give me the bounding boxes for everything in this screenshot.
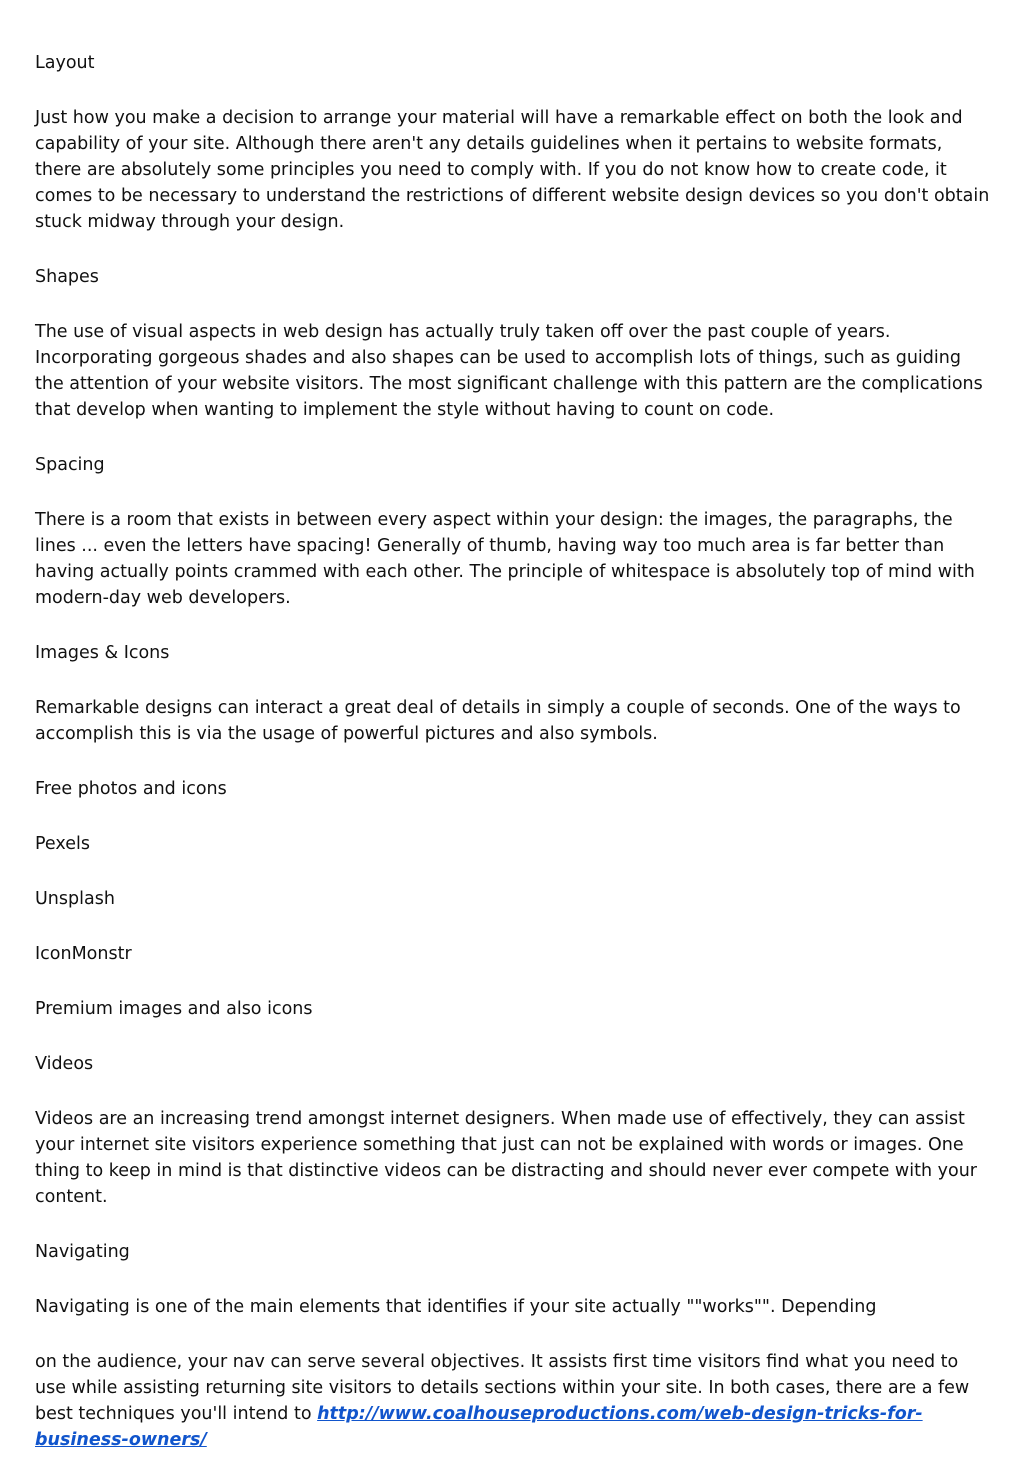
line-free-photos: Free photos and icons [35,779,227,799]
line-premium-images: Premium images and also icons [35,999,313,1019]
paragraph-images-icons: Remarkable designs can interact a great deal of details in simply a couple of seconds. One of the ways to accomplish this is via the usage of powerful pictures and also symbols. [35,698,961,744]
document-body [35,50,990,1482]
line-pexels: Pexels [35,834,90,854]
section-heading-layout: Layout [35,53,95,73]
section-heading-spacing: Spacing [35,455,105,475]
paragraph-spacing: There is a room that exists in between every aspect within your design: the images, the paragraphs, the lines ... even the letters have spacing! Generally of thumb, having way too much area is far better than having actually points crammed with each other. The principle of whitespace is absolutely top of mind with modern-day web developers. [35,510,975,608]
section-heading-images-icons: Images & Icons [35,643,170,663]
section-heading-navigating: Navigating [35,1242,130,1262]
paragraph-navigating: Navigating is one of the main elements that identifies if your site actually ""works"". Depending [35,1297,877,1317]
paragraph-shapes: The use of visual aspects in web design has actually truly taken off over the past couple of years. Incorporating gorgeous shades and also shapes can be used to accomplish lots of things, such as guiding the attention of your website visitors. The most significant challenge with this pattern are the complications that develop when wanting to implement the style without having to count on code. [35,322,983,420]
section-heading-videos: Videos [35,1054,94,1074]
coalhouse-link[interactable]: http://www.coalhouseproductions.com/web-design-tricks-for-business-owners/ [35,1404,923,1450]
line-unsplash: Unsplash [35,889,115,909]
final-paragraph-text: on the audience, your nav can serve several objectives. It assists first time visitors find what you need to use while assisting returning site visitors to details sections within your site. In both cases, there are a few best techniques you'll intend to [35,1352,970,1424]
paragraph-layout: Just how you make a decision to arrange your material will have a remarkable effect on both the look and capability of your site. Although there aren't any details guidelines when it pertains to website formats, there are absolutely some principles you need to comply with. If you do not know how to create code, it comes to be necessary to understand the restrictions of different website design devices so you don't obtain stuck midway through your design. [35,108,990,232]
line-iconmonstr: IconMonstr [35,944,132,964]
paragraph-final [35,1349,990,1453]
section-heading-shapes: Shapes [35,267,99,287]
paragraph-videos: Videos are an increasing trend amongst internet designers. When made use of effectively, they can assist your internet site visitors experience something that just can not be explained with words or images. One thing to keep in mind is that distinctive videos can be distracting and should never ever compete with your content. [35,1109,977,1207]
